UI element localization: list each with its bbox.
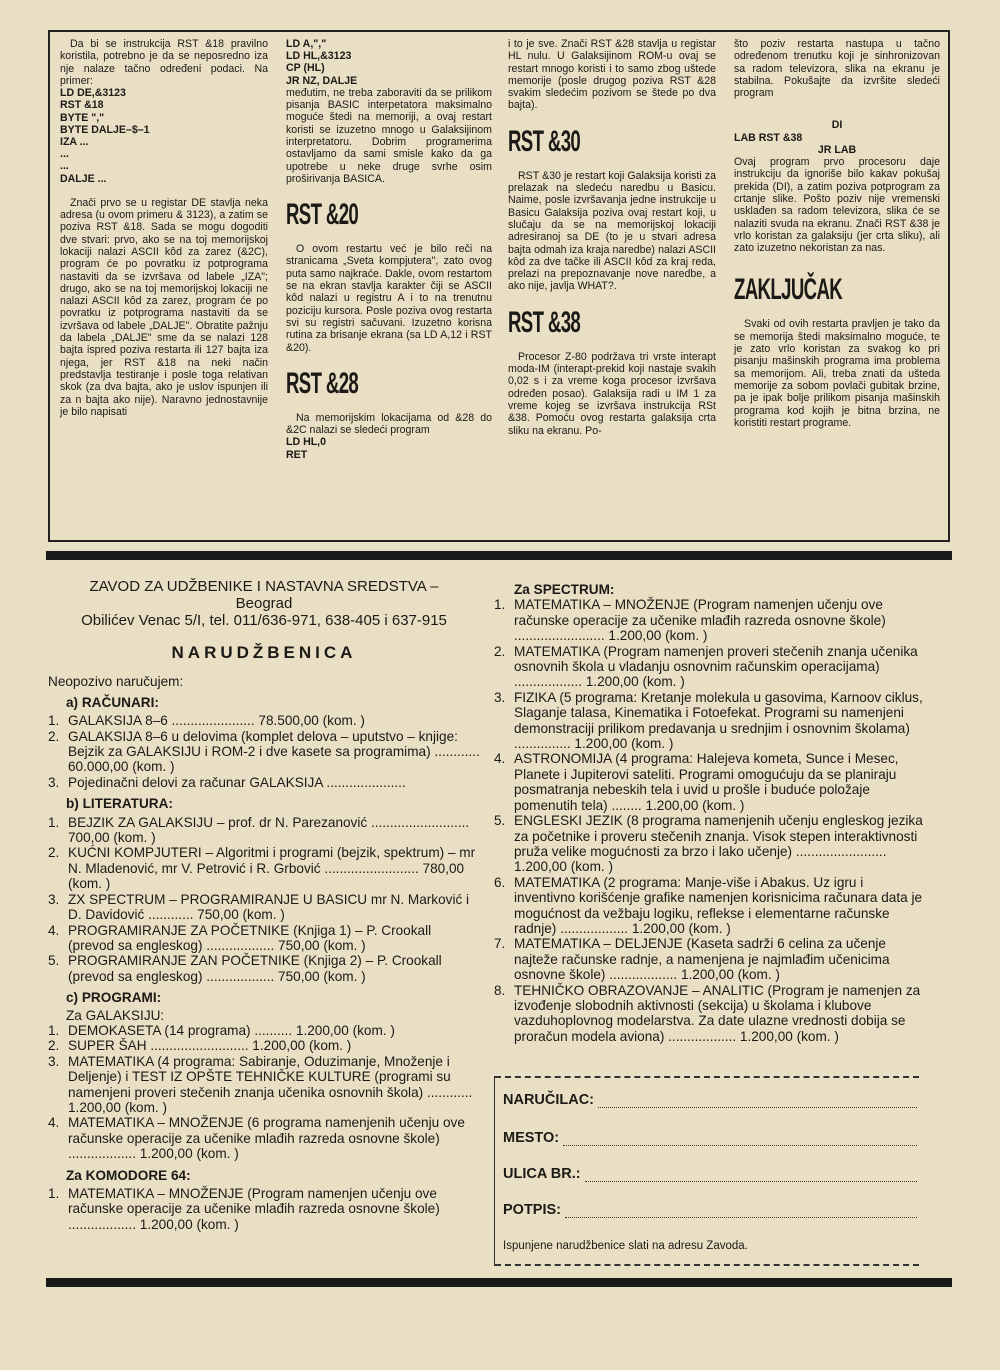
section-heading: RST &38: [508, 305, 581, 339]
list-item[interactable]: 3. ZX SPECTRUM – PROGRAMIRANJE U BASICU mr N. Marković i D. Davidović ............ 750,00 (kom. ): [48, 891, 470, 923]
code-line: LD HL,0: [286, 436, 327, 449]
paragraph: i to je sve. Znači RST &28 stavlja u registar HL nulu. U Galaksijinom ROM-u ovaj se restart mnogo koristi i to samo zbog uštede memorije (posle drugog poziva RST &28 svakim sledećim pozivom se štede po dva bajta).: [508, 38, 716, 112]
code-line: DALJE ...: [60, 172, 107, 185]
code-line: ...: [60, 148, 69, 161]
code-line: RST &18: [60, 99, 104, 112]
code-line: LD DE,&3123: [60, 87, 126, 100]
list-item[interactable]: 3. MATEMATIKA (4 programa: Sabiranje, Oduzimanje, Množenje i Deljenje) i TEST IZ OPŠTE TEHNIČKE KULTURE (programi su namenjeni proveri stečenih znanja učenika osnovnih škola) ............ 1.200,00 (kom. ): [48, 1053, 473, 1115]
paragraph: Svaki od ovih restarta pravljen je tako da se memorija štedi maksimalno moguće, te je zato vrlo koristan za svakog ko pri pisanju mašinskih programa ima problema sa memorijom. Ali, treba znati da ušteda memorije za sobom povlači gubitak brzine, pa je ipak bolje prilikom pisanja mašinskih programa kod kojih je bitna brzina, ne koristiti restart programe.: [734, 318, 940, 429]
paragraph: RST &30 je restart koji Galaksija koristi za prelazak na sledeću naredbu u Basicu. Naime, posle izvršavanja jedne instrukcije u Basicu Galaksija poziva ovaj restart koji, u slučaju da se na memorijskoj lokaciji adresiranoj sa DE (to je u stvari adresa bajta odmah iza kraja naredbe) nalazi ASCII kôd za dve tačke ili ASCII kôd za kraj reda, prelazi na prepoznavanje nove naredbe, a ako nije, javlja WHAT?.: [508, 169, 716, 293]
list-item[interactable]: 3. Pojedinačni delovi za računar GALAKSIJA .....................: [48, 774, 406, 790]
code-line: ...: [60, 160, 69, 173]
list-item[interactable]: 5. ENGLESKI JEZIK (8 programa namenjenih učenju engleskog jezika za početnike i proveru stečenih znanja. Visok stepen interaktivnosti pruža velike mogućnosti za brzo i lako učenje) ........................ 1.200,00 (kom. ): [494, 813, 923, 875]
code-line: JR LAB: [817, 143, 857, 156]
publisher-city: Beograd: [235, 595, 293, 612]
list-item[interactable]: 1. DEMOKASETA (14 programa) .......... 1.200,00 (kom. ): [48, 1022, 395, 1038]
paragraph: Ovaj program prvo procesoru daje instrukciju da ignoriše bilo kakav pokušaj prekida (DI), a zatim poziva potprogram za crtanje slike. Pošto poziv nije vremenski usklađen sa radom televizora, slika će se nalaziti svuda na ekranu. Znači RST &38 je vrlo koristan za galaksiju (jer crta sliku), ali zato izuzetno nekoristan za nas.: [734, 156, 940, 255]
list-item[interactable]: 3. FIZIKA (5 programa: Kretanje molekula u gasovima, Karnoov ciklus, Slaganje talasa, Kinematika i Fotoefekat. Programi su namenjeni demonstraciji prilikom predavanja u srednjim i osnovnim školama) ............... 1.200,00 (kom. ): [494, 689, 923, 752]
street-field[interactable]: ULICA BR.:: [503, 1166, 917, 1182]
list-item[interactable]: 4. MATEMATIKA – MNOŽENJE (6 programa namenjenih učenju ove računske operacije za učenike mlađih razreda osnovne škole) .................. 1.200,00 (kom. ): [48, 1115, 465, 1162]
article-column-2: [286, 38, 492, 461]
list-item[interactable]: 2. GALAKSIJA 8–6 u delovima (komplet delova – uputstvo – knjige: Bejzik za GALAKSIJU i ROM-2 i dve kasete sa programima) ............ 60.000,00 (kom. ): [48, 728, 480, 775]
list-item[interactable]: 7. MATEMATIKA – DELJENJE (Kaseta sadrži 6 celina za učenje najteže računske radnje, a namenjena je najmlađim učenicima osnovne škole) .................. 1.200,00 (kom. ): [494, 936, 890, 983]
form-intro: Neopozivo naručujem:: [48, 674, 184, 690]
list-item[interactable]: 6. MATEMATIKA (2 programa: Manje-više i Abakus. Uz igru i inventivno korišćenje grafike namenjen korisnicima računara data je mogućnost da vežbaju logiku, reflekse i elementarne računske radnje) .................. 1.200,00 (kom. ): [494, 874, 923, 936]
code-line: BYTE DALJE–$–1: [60, 123, 150, 136]
section-label: b) LITERATURA:: [66, 796, 173, 812]
section-label: a) RAČUNARI:: [66, 694, 159, 710]
list-item[interactable]: 2. MATEMATIKA (Program namenjen proveri stečenih znanja učenika osnovnih škola u vladanju osnovnim računskim operacijama) .................. 1.200,00 (kom. ): [494, 643, 918, 690]
list-item[interactable]: 4. PROGRAMIRANJE ZA POČETNIKE (Knjiga 1) – P. Crookall (prevod sa engleskog) .................. 750,00 (kom. ): [48, 922, 432, 953]
list-item[interactable]: 1. MATEMATIKA – MNOŽENJE (Program namenjen učenju ove računske operacije za učenike mlađih razreda osnovne škole) ........................ 1.200,00 (kom. ): [494, 597, 886, 644]
section-heading: RST &30: [508, 124, 581, 158]
subsection-label: Za KOMODORE 64:: [66, 1167, 191, 1183]
code-line: BYTE ",": [60, 111, 105, 124]
paragraph: Da bi se instrukcija RST &18 pravilno koristila, potrebno je da se neposredno iza nje nalaze tačno određeni podaci. Na primer:: [60, 38, 268, 87]
list-item[interactable]: 1. MATEMATIKA – MNOŽENJE (Program namenjen učenju ove računske operacije za učenike mlađih razreda osnovne škole) .................. 1.200,00 (kom. ): [48, 1186, 440, 1232]
section-label: c) PROGRAMI:: [66, 990, 162, 1006]
paragraph: Znači prvo se u registar DE stavlja neka adresa (u ovom primeru & 3123), a zatim se poziva RST &18. Sada se mogu dogoditi dve stvari: prvo, ako se na toj memorijskoj lokaciji nalazi ASCII kôd za zarez (&2C), program će po povratku iz potprograma nastaviti da se izvršava od labele „IZA"; drugo, ako se na toj memorijskoj lokaciji ne nalazi ASCII kôd za zarez, program će po povratku iz potprograma nastaviti da se izvršava od labele „DALJE". Obratite pažnju da labela „DALJE" sme da se nalazi 128 bajta ispred poziva restarta ili 127 bajta iza njega, jer RST &18 na neki način predstavlja testiranje i posle toga relativan skok (za dva bajta, ako je uslov ispunjen ili za n bajta ako nije). Naravno jednostavnije je bilo napisati: [60, 196, 268, 418]
publisher-address: Obilićev Venac 5/I, tel. 011/636-971, 638-405 i 637-915: [81, 612, 447, 629]
list-item[interactable]: 5. PROGRAMIRANJE ZAN POČETNIKE (Knjiga 2) – P. Crookall (prevod sa engleskog) .................. 750,00 (kom. ): [48, 953, 442, 984]
section-heading: ZAKLJUČAK: [734, 273, 843, 307]
address-block: [494, 1076, 919, 1266]
list-item[interactable]: 1. GALAKSIJA 8–6 ...................... 78.500,00 (kom. ): [48, 713, 365, 729]
order-form-left: [48, 578, 480, 1232]
divider-rule-bottom: [46, 1278, 952, 1287]
code-line: LD A,",": [286, 38, 327, 50]
code-line: IZA ...: [60, 136, 89, 148]
list-item[interactable]: 2. SUPER ŠAH .......................... 1.200,00 (kom. ): [48, 1038, 352, 1054]
form-title: NARUDŽBENICA: [171, 643, 357, 662]
code-line: DI: [831, 119, 843, 132]
order-form-right: [494, 582, 924, 1044]
signature-field[interactable]: POTPIS:: [503, 1202, 917, 1218]
paragraph: što poziv restarta nastupa u tačno određenom trenutku koji je sinhronizovan sa radom televizora, slika na ekranu je stabilna. Pokušajte da izvršite sledeći program: [734, 38, 940, 100]
orderer-field[interactable]: NARUČILAC:: [503, 1092, 917, 1108]
code-line: LAB RST &38: [734, 131, 803, 144]
code-line: LD HL,&3123: [286, 50, 352, 63]
divider-rule: [46, 551, 952, 560]
list-item[interactable]: 8. TEHNIČKO OBRAZOVANJE – ANALITIC (Program je namenjen za izvođenje slobodnih aktivnosti (sekcija) u školama i klubove vazduhoplovnog modelarstva. Za date ulazne vrednosti dobija se proračun modela aviona) .................. 1.200,00 (kom. ): [494, 982, 921, 1044]
paragraph: međutim, ne treba zaboraviti da se prilikom pisanja BASIC interpetatora maksimalno moguće štedi na memoriji, a ovaj restart koristi se izuzetno mnogo u Galaksijinom interpretatoru. Dobrim programerima ostavljamo da sami smisle kako da ga upotrebe u neke druge svrhe osim proširivanja BASICA.: [286, 86, 492, 185]
code-line: JR NZ, DALJE: [286, 74, 358, 87]
list-item[interactable]: 1. BEJZIK ZA GALAKSIJU – prof. dr N. Parezanović .......................... 700,00 (kom. ): [48, 814, 470, 846]
place-field[interactable]: MESTO:: [503, 1130, 917, 1146]
subsection-label: Za SPECTRUM:: [514, 582, 615, 597]
publisher-name: ZAVOD ZA UDŽBENIKE I NASTAVNA SREDSTVA –: [89, 578, 439, 595]
paragraph: O ovom restartu već je bilo reči na stranicama „Sveta kompjutera", zato ovog puta samo najkraće. Dakle, ovom restartom se na ekran stavlja karakter čiji se ASCII kôd nalazi u registru A i to na trenutnu poziciju kursora. Posle poziva ovog restarta svi su registri sačuvani. Izuzetno korisna rutina za brisanje ekrana (sa LD A,12 i RST &20).: [286, 243, 492, 354]
code-line: RET: [286, 448, 308, 461]
paragraph: Na memorijskim lokacijama od &28 do &2C nalazi se sledeći program: [286, 411, 492, 437]
list-item[interactable]: 2. KUĆNI KOMPJUTERI – Algoritmi i programi (bejzik, spektrum) – mr N. Mladenović, mr V. Petrović i R. Grbović ......................... 780,00 (kom. ): [48, 845, 476, 892]
article-column-4: [734, 38, 940, 429]
code-line: CP (HL): [286, 62, 325, 75]
subsection-label: Za GALAKSIJU:: [66, 1007, 165, 1023]
code-block: [60, 87, 268, 185]
form-note: Ispunjene narudžbenice slati na adresu Zavoda.: [503, 1240, 748, 1252]
section-heading: RST &28: [286, 366, 359, 400]
paragraph: Procesor Z-80 podržava tri vrste interapt moda-IM (interapt-prekid koji nastaje svakih 0,02 s i za vreme koga procesor izvršava određen posao). Galaksija radi u IM 1 za vreme kojeg se izvršava instrukcija RSt &38. Pomoću ovog restarta galaksija crta sliku na ekranu. Po-: [508, 350, 716, 437]
article-column-1: [60, 38, 268, 418]
section-heading: RST &20: [286, 198, 359, 232]
article-column-3: [508, 38, 716, 437]
list-item[interactable]: 4. ASTRONOMIJA (4 programa: Halejeva kometa, Sunce i Mesec, Planete i Jupiterovi sateliti. Programi omogućuju da se planiraju posmatranja nebeskih tela i uvid u prošle i buduće položaje pomenutih tela) ........ 1.200,00 (kom. ): [494, 751, 899, 813]
